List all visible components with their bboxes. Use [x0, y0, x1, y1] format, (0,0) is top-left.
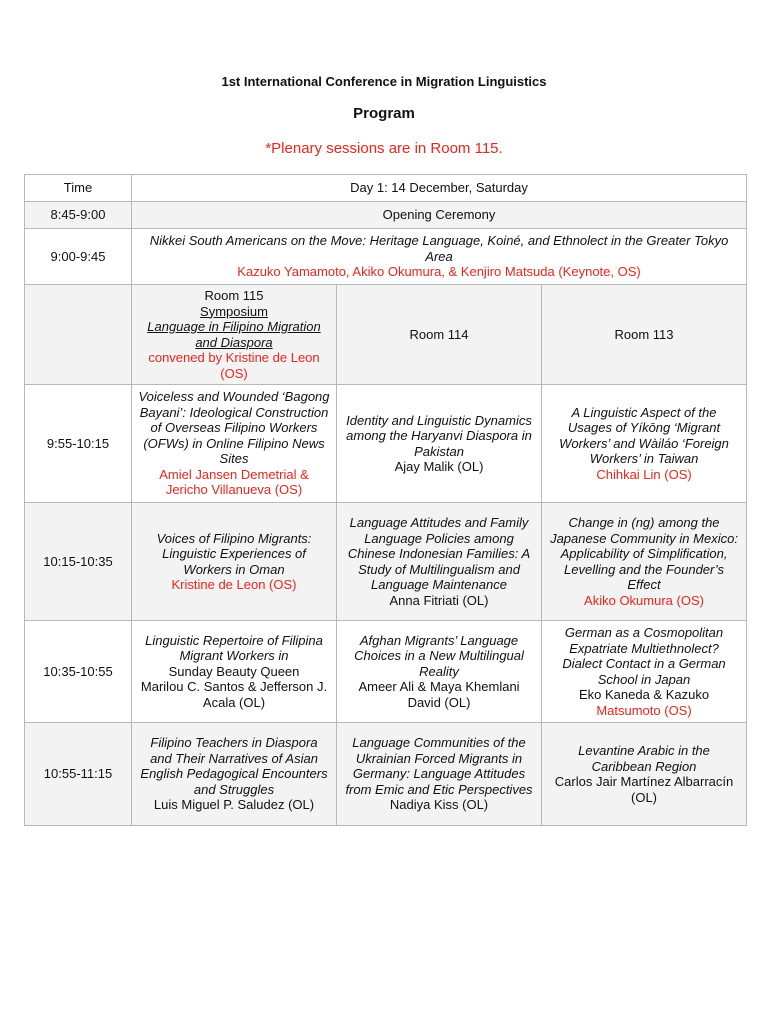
paper-author: Nadiya Kiss (OL)	[389, 797, 489, 813]
time-cell: 9:55-10:15	[25, 385, 132, 503]
table-row-rooms	[25, 285, 747, 385]
session-cell	[542, 385, 747, 503]
symposium-label: Symposium	[200, 303, 268, 319]
table-row-session-3	[25, 621, 747, 723]
table-row-opening	[25, 202, 747, 229]
program-heading: Program	[353, 105, 415, 122]
paper-title: Voices of Filipino Migrants: Linguistic Experiences of Workers in Oman	[156, 530, 312, 577]
session-cell	[132, 503, 337, 621]
session-cell	[132, 723, 337, 826]
paper-title: Language Attitudes and Family Language Policies among Chinese Indonesian Families: A Study of Multilingualism and Language Maintenance	[347, 515, 531, 592]
plenary-note: *Plenary sessions are in Room 115.	[265, 140, 503, 157]
session-cell	[542, 621, 747, 723]
room-113-header: Room 113	[542, 285, 747, 385]
paper-author-red: Matsumoto (OS)	[596, 702, 692, 718]
symposium-convener: convened by Kristine de Leon (OS)	[148, 350, 320, 381]
paper-author: Amiel Jansen Demetrial & Jericho Villanueva (OS)	[159, 466, 309, 498]
paper-author: Ameer Ali & Maya Khemlani David (OL)	[358, 679, 520, 710]
paper-title: Identity and Linguistic Dynamics among the Haryanvi Diaspora in Pakistan	[346, 412, 532, 459]
room-115-header	[132, 285, 337, 385]
session-cell	[132, 621, 337, 723]
paper-author: Ajay Malik (OL)	[394, 459, 484, 474]
paper-title: Change in (ng) among the Japanese Community in Mexico: Applicability of Simplification, Levelling and the Founder’s Effect	[550, 515, 738, 592]
paper-author: Marilou C. Santos & Jefferson J. Acala (OL)	[140, 679, 328, 710]
paper-title: A Linguistic Aspect of the Usages of Yíkōng ‘Migrant Workers’ and Wàiláo ‘Foreign Workers’ in Taiwan	[559, 404, 729, 467]
session-cell	[337, 621, 542, 723]
time-cell: 8:45-9:00	[25, 202, 132, 229]
session-cell	[337, 723, 542, 826]
empty-time-cell	[25, 285, 132, 385]
time-cell: 10:35-10:55	[25, 621, 132, 723]
keynote-cell	[132, 229, 747, 285]
paper-title: Language Communities of the Ukrainian Forced Migrants in Germany: Language Attitudes from Emic and Etic Perspectives	[345, 735, 533, 797]
paper-author: Luis Miguel P. Saludez (OL)	[153, 797, 315, 813]
program-table	[24, 174, 747, 826]
session-cell	[542, 723, 747, 826]
table-row-keynote	[25, 229, 747, 285]
keynote-speakers: Kazuko Yamamoto, Akiko Okumura, & Kenjiro Matsuda (Keynote, OS)	[237, 264, 641, 280]
table-row-session-2	[25, 503, 747, 621]
session-cell	[542, 503, 747, 621]
paper-author: Kristine de Leon (OS)	[171, 577, 297, 592]
session-cell	[337, 385, 542, 503]
time-cell: 10:55-11:15	[25, 723, 132, 826]
session-cell	[337, 503, 542, 621]
day-header: Day 1: 14 December, Saturday	[132, 175, 747, 202]
paper-title: Afghan Migrants’ Language Choices in a New Multilingual Reality	[354, 632, 524, 679]
paper-title: Linguistic Repertoire of Filipina Migrant Workers in	[145, 632, 323, 664]
conference-title: 1st International Conference in Migration Linguistics	[221, 74, 547, 89]
paper-title: Filipino Teachers in Diaspora and Their Narratives of Asian English Pedagogical Encounters and Struggles	[140, 735, 328, 797]
time-cell: 9:00-9:45	[25, 229, 132, 285]
room-115-name: Room 115	[204, 288, 264, 303]
paper-author: Akiko Okumura (OS)	[584, 592, 704, 608]
paper-author: Chihkai Lin (OS)	[596, 466, 692, 482]
paper-author: Anna Fitriati (OL)	[389, 592, 489, 608]
room-114-header: Room 114	[337, 285, 542, 385]
paper-title: German as a Cosmopolitan Expatriate Multiethnolect? Dialect Contact in a German School in Japan	[562, 625, 726, 687]
time-header: Time	[25, 175, 132, 202]
keynote-title: Nikkei South Americans on the Move: Heritage Language, Koiné, and Ethnolect in the Greater Tokyo Area	[149, 233, 729, 264]
opening-ceremony: Opening Ceremony	[132, 202, 747, 229]
table-row-session-4	[25, 723, 747, 826]
table-header-row	[25, 175, 747, 202]
symposium-title: Language in Filipino Migration and Diaspora	[147, 319, 321, 350]
paper-author: Eko Kaneda & Kazuko	[578, 687, 710, 702]
table-row-session-1	[25, 385, 747, 503]
session-cell	[132, 385, 337, 503]
paper-author: Carlos Jair Martínez Albarracín (OL)	[554, 774, 734, 805]
paper-title-extra: Sunday Beauty Queen	[168, 663, 300, 679]
paper-title: Levantine Arabic in the Caribbean Region	[578, 743, 710, 774]
time-cell: 10:15-10:35	[25, 503, 132, 621]
paper-title: Voiceless and Wounded ‘Bagong Bayani’: Ideological Construction of Overseas Filipino Workers (OFWs) in Online Filipino News Sites	[138, 389, 330, 467]
